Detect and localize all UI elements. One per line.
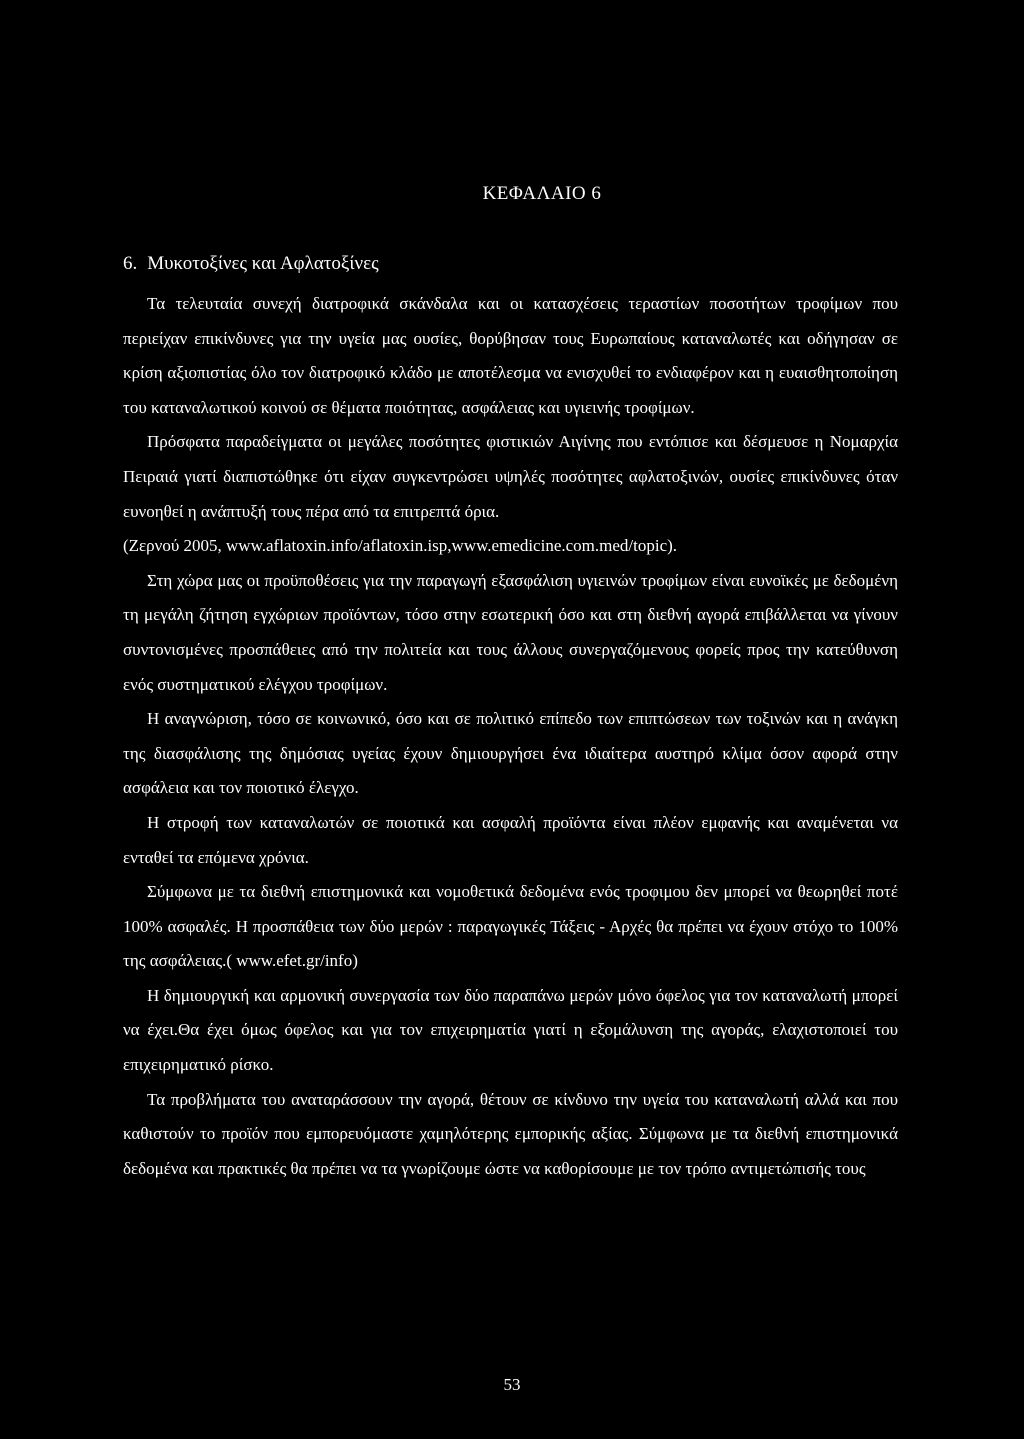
document-body: [123, 287, 898, 1186]
paragraph-7: Η δημιουργική και αρμονική συνεργασία των δύο παραπάνω μερών μόνο όφελος για τον καταναλωτή μπορεί να έχει.Θα έχει όμως όφελος και για τον επιχειρηματία γιατί η εξομάλυνση της αγοράς, ελαχιστοποιεί του επιχειρηματικό ρίσκο.: [123, 985, 898, 1075]
paragraph-5: Η στροφή των καταναλωτών σε ποιοτικά και ασφαλή προϊόντα είναι πλέον εμφανής και αναμένεται να ενταθεί τα επόμενα χρόνια.: [123, 812, 898, 867]
chapter-heading: ΚΕΦΑΛΑΙΟ 6: [482, 183, 602, 204]
page-number: 53: [503, 1375, 521, 1394]
paragraph-8: Τα προβλήματα του αναταράσσουν την αγορά, θέτουν σε κίνδυνο την υγεία του καταναλωτή αλλά και που καθιστούν το προϊόν που εμπορευόμαστε χαμηλότερης εμπορικής αξίας. Σύμφωνα με τα διεθνή επιστημονικά δεδομένα και πρακτικές θα πρέπει να τα γνωρίζουμε ώστε να καθορίσουμε με τον τρόπο αντιμετώπισής τους: [123, 1089, 898, 1178]
paragraph-6: Σύμφωνα με τα διεθνή επιστημονικά και νομοθετικά δεδομένα ενός τροφιμου δεν μπορεί να θεωρηθεί ποτέ 100% ασφαλές. Η προσπάθεια των δύο μερών : παραγωγικές Τάξεις - Αρχές θα πρέπει να έχουν στόχο το 100% της ασφάλειας.( www.efet.gr/info): [123, 882, 898, 971]
paragraph-2: Πρόσφατα παραδείγματα οι μεγάλες ποσότητες φιστικιών Αιγίνης που εντόπισε και δέσμευσε η Νομαρχία Πειραιά γιατί διαπιστώθηκε ότι είχαν συγκεντρώσει υψηλές ποσότητες αφλατοξινών, ουσίες επικίνδυνες όταν ευνοηθεί η ανάπτυξή τους πέρα από τα επιτρεπτά όρια.: [123, 432, 898, 521]
section-number: 6.: [123, 253, 138, 274]
references-line: (Ζερνού 2005, www.aflatoxin.info/aflatoxin.isp,www.emedicine.com.med/topic).: [123, 536, 678, 556]
paragraph-3: Στη χώρα μας οι προϋποθέσεις για την παραγωγή εξασφάλιση υγιεινών τροφίμων είναι ευνοϊκές με δεδομένη τη μεγάλη ζήτηση εγχώριων προϊόντων, τόσο στην εσωτερική όσο και στη διεθνή αγορά επιβάλλεται να γίνουν συντονισμένες προσπάθειες από την πολιτεία και τους άλλους συνεργαζόμενους φορείς προς την κατεύθυνση ενός συστηματικού ελέγχου τροφίμων.: [123, 570, 898, 694]
paragraph-1: Τα τελευταία συνεχή διατροφικά σκάνδαλα και οι κατασχέσεις τεραστίων ποσοτήτων τροφίμων που περιείχαν επικίνδυνες για την υγεία μας ουσίες, θορύβησαν τους Ευρωπαίους καταναλωτές και οδήγησαν σε κρίση αξιοπιστίας όλο τον διατροφικό κλάδο με αποτέλεσμα να ενισχυθεί το ενδιαφέρον και η ευαισθητοποίηση του καταναλωτικού κοινού σε θέματα ποιότητας, ασφάλειας και υγιεινής τροφίμων.: [123, 294, 898, 417]
section-title: [123, 253, 379, 275]
paragraph-4: Η αναγνώριση, τόσο σε κοινωνικό, όσο και σε πολιτικό επίπεδο των επιπτώσεων των τοξινών και η ανάγκη της διασφάλισης της δημόσιας υγείας έχουν δημιουργήσει ένα ιδιαίτερα αυστηρό κλίμα όσον αφορά στην ασφάλεια και τον ποιοτικό έλεγχο.: [123, 709, 898, 798]
section-title-text: Μυκοτοξίνες και Αφλατοξίνες: [147, 253, 379, 274]
